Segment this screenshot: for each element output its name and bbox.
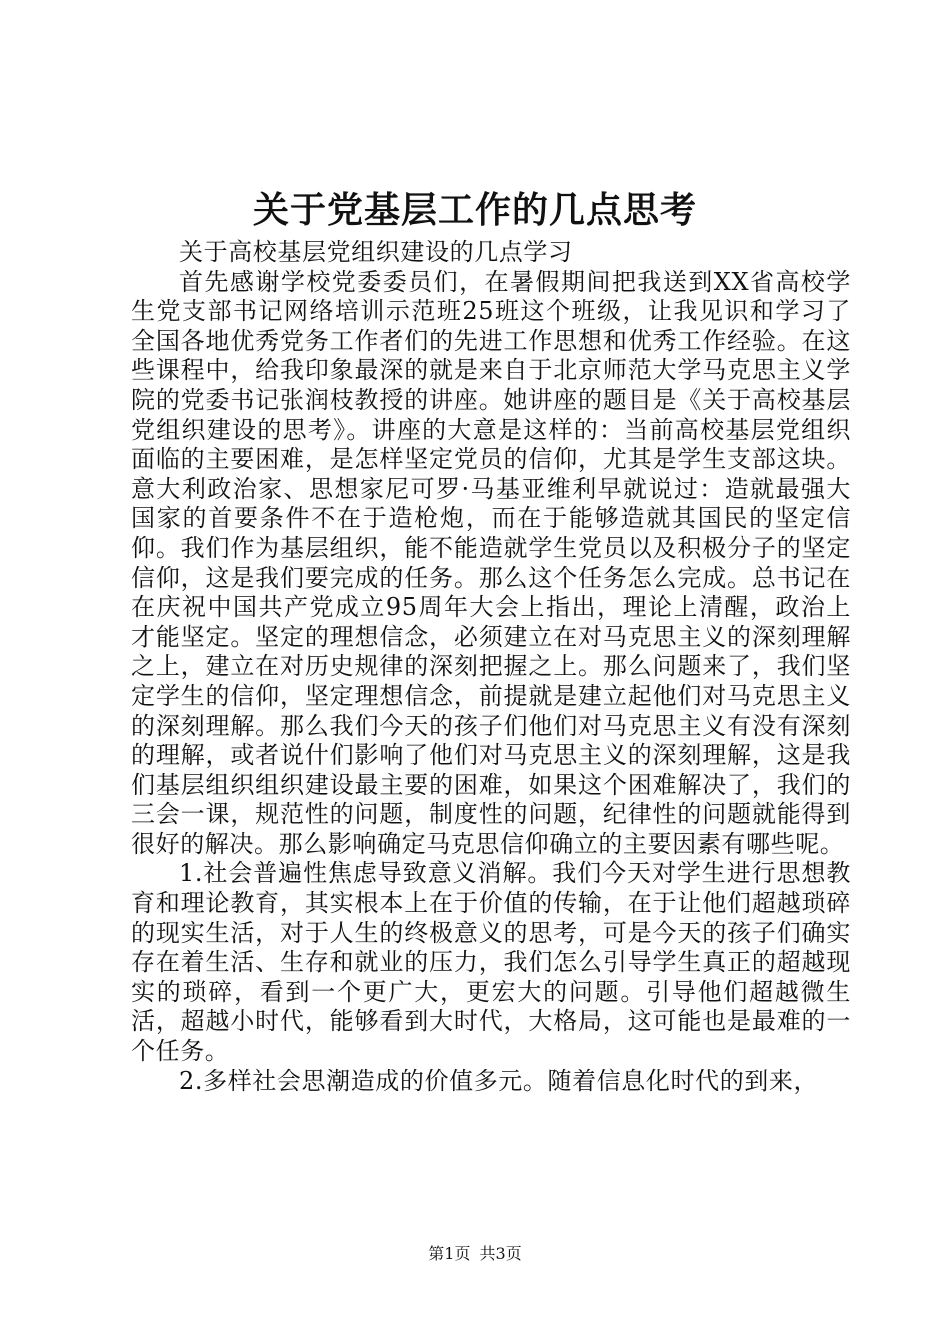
paragraph-point-2: 2.多样社会思潮造成的价值多元。随着信息化时代的到来， (179, 1066, 819, 1095)
page-total: 共3页 (479, 1244, 522, 1263)
page-footer (0, 1244, 950, 1264)
document-body (131, 238, 851, 1096)
paragraph-subtitle: 关于高校基层党组织建设的几点学习 (179, 238, 573, 266)
document-title: 关于党基层工作的几点思考 (252, 189, 697, 231)
page-number: 第1页 (428, 1244, 471, 1263)
paragraph-intro: 首先感谢学校党委委员们，在暑假期间把我送到XX省高校学生党支部书记网络培训示范班25班这个班级，让我见识和学习了全国各地优秀党务工作者们的先进工作思想和优秀工作经验。在这些课程中，给我印象最深的就是来自于北京师范大学马克思主义学院的党委书记张润枝教授的讲座。她讲座的题目是《关于高校基层党组织建设的思考》。讲座的大意是这样的：当前高校基层党组织面临的主要困难，是怎样坚定党员的信仰，尤其是学生支部这块。意大利政治家、思想家尼可罗·马基亚维利早就说过：造就最强大国家的首要条件不在于造枪炮，而在于能够造就其国民的坚定信仰。我们作为基层组织，能不能造就学生党员以及积极分子的坚定信仰，这是我们要完成的任务。那么这个任务怎么完成。总书记在在庆祝中国共产党成立95周年大会上指出，理论上清醒，政治上才能坚定。坚定的理想信念，必须建立在对马克思主义的深刻理解之上，建立在对历史规律的深刻把握之上。那么问题来了，我们坚定学生的信仰，坚定理想信念，前提就是建立起他们对马克思主义的深刻理解。那么我们今天的孩子们他们对马克思主义有没有深刻的理解，或者说什们影响了他们对马克思主义的深刻理解，这是我们基层组织组织建设最主要的困难，如果这个困难解决了，我们的三会一课，规范性的问题，制度性的问题，纪律性的问题就能得到很好的解决。那么影响确定马克思信仰确立的主要因素有哪些呢。 (131, 267, 851, 858)
paragraph-point-1: 1.社会普遍性焦虑导致意义消解。我们今天对学生进行思想教育和理论教育，其实根本上在于价值的传输，在于让他们超越琐碎的现实生活，对于人生的终极意义的思考，可是今天的孩子们确实存在着生活、生存和就业的压力，我们怎么引导学生真正的超越现实的琐碎，看到一个更广大，更宏大的问题。引导他们超越微生活，超越小时代，能够看到大时代，大格局，这可能也是最难的一个任务。 (131, 859, 851, 1066)
